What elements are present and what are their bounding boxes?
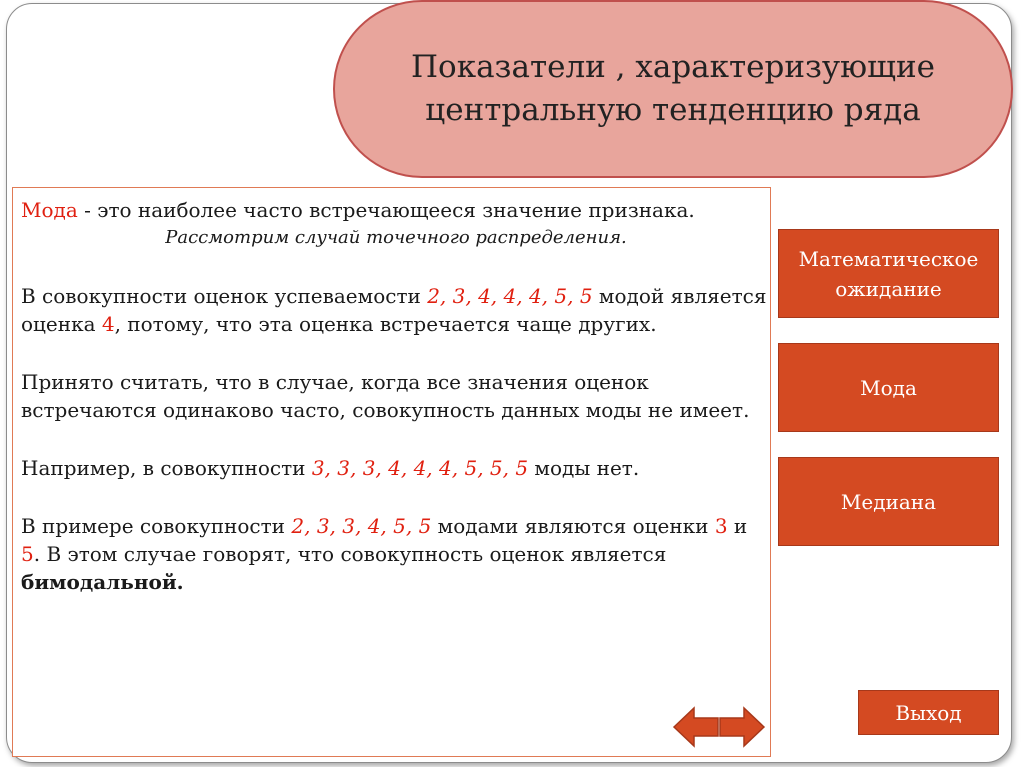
arrow-right-icon[interactable]	[718, 706, 766, 748]
highlight-value: 4	[101, 312, 115, 336]
highlight-value: 5	[21, 542, 34, 566]
content-text	[21, 196, 771, 596]
arrow-left-icon[interactable]	[672, 706, 720, 748]
highlight-set: 3, 3, 3, 4, 4, 4, 5, 5, 5	[311, 456, 529, 480]
definition	[21, 196, 771, 224]
title-line-2: центральную тенденцию ряда	[425, 92, 921, 128]
expectation-button[interactable]: Математическое ожидание	[778, 229, 999, 318]
title-line-1: Показатели , характеризующие	[411, 49, 935, 85]
highlight-set: 2, 3, 4, 4, 4, 5, 5	[427, 284, 593, 308]
paragraph-example-3: В примере совокупности 2, 3, 3, 4, 5, 5 модами являются оценки 3 и 5. В этом случае говорят, что совокупность оценок является бимодальной.	[21, 514, 748, 594]
exit-button[interactable]: Выход	[858, 690, 999, 735]
median-button[interactable]: Медиана	[778, 457, 999, 546]
paragraph-example-2: Например, в совокупности 3, 3, 3, 4, 4, 4, 5, 5, 5 моды нет.	[21, 456, 640, 480]
definition-term: Мода	[21, 198, 78, 222]
bold-term: бимодальной.	[21, 570, 184, 594]
definition-text: - это наиболее часто встречающееся значение признака.	[77, 198, 695, 222]
subtitle: Рассмотрим случай точечного распределения.	[165, 227, 627, 248]
mode-button[interactable]: Мода	[778, 343, 999, 432]
paragraph-rule: Принято считать, что в случае, когда все значения оценок встречаются одинаково часто, совокупность данных моды не имеет.	[21, 370, 750, 422]
paragraph-example-1: В совокупности оценок успеваемости 2, 3, 4, 4, 4, 5, 5 модой является оценка 4, потому, что эта оценка встречается чаще других.	[21, 284, 767, 336]
highlight-value: 3	[714, 514, 728, 538]
page-title	[333, 0, 1013, 178]
highlight-set: 2, 3, 3, 4, 5, 5	[291, 514, 432, 538]
